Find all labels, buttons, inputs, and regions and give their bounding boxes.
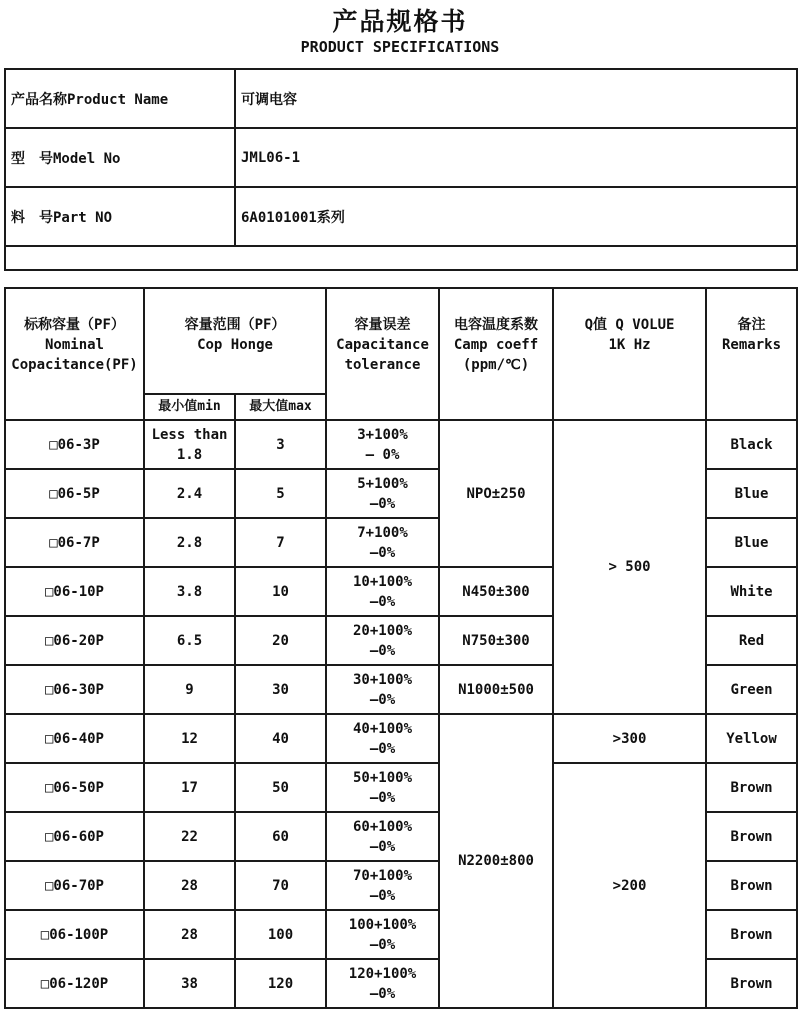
header-text: Cop Honge xyxy=(197,337,273,353)
cell-max: 30 xyxy=(235,665,326,714)
cell-tolerance xyxy=(326,861,439,910)
cell-q-value: >300 xyxy=(553,714,706,763)
cell-max: 20 xyxy=(235,616,326,665)
page-subtitle: PRODUCT SPECIFICATIONS xyxy=(300,38,500,56)
cell-max: 50 xyxy=(235,763,326,812)
spec-table xyxy=(4,287,798,1009)
cell-temp-coeff: N750±300 xyxy=(439,616,553,665)
cell-max: 7 xyxy=(235,518,326,567)
info-spacer-row xyxy=(5,246,797,270)
cell-text: 60+100% xyxy=(353,818,413,835)
cell-min: 38 xyxy=(144,959,235,1008)
header-text: Capacitance xyxy=(336,337,429,353)
cell-temp-coeff: N2200±800 xyxy=(439,714,553,1008)
header-text: tolerance xyxy=(344,357,421,373)
table-row xyxy=(5,420,797,469)
cell-text: —0% xyxy=(369,691,396,708)
cell-remark: Brown xyxy=(706,763,797,812)
info-row-product-name xyxy=(5,69,797,128)
cell-text: 1.8 xyxy=(176,446,203,463)
cell-text: — 0% xyxy=(365,446,400,463)
info-value: JML06-1 xyxy=(235,128,797,187)
info-label: 产品名称Product Name xyxy=(5,69,235,128)
cell-tolerance xyxy=(326,420,439,469)
cell-tolerance xyxy=(326,714,439,763)
cell-min: 22 xyxy=(144,812,235,861)
cell-text: —0% xyxy=(369,936,396,953)
page-title: 产品规格书 xyxy=(332,7,468,36)
cell-text: 30+100% xyxy=(353,671,413,688)
spacer-cell xyxy=(5,246,797,270)
cell-tolerance xyxy=(326,763,439,812)
cell-max: 120 xyxy=(235,959,326,1008)
cell-min: 9 xyxy=(144,665,235,714)
cell-nominal: □06-30P xyxy=(5,665,144,714)
header-text: (ppm/℃) xyxy=(462,357,530,373)
header-row xyxy=(5,288,797,394)
cell-nominal: □06-60P xyxy=(5,812,144,861)
cell-nominal: □06-50P xyxy=(5,763,144,812)
cell-nominal: □06-100P xyxy=(5,910,144,959)
cell-tolerance xyxy=(326,910,439,959)
cell-nominal: □06-70P xyxy=(5,861,144,910)
info-row-part-no xyxy=(5,187,797,246)
cell-text: Less than xyxy=(151,426,228,443)
header-tolerance xyxy=(326,288,439,420)
cell-text: —0% xyxy=(369,838,396,855)
cell-min: 2.4 xyxy=(144,469,235,518)
cell-text: —0% xyxy=(369,642,396,659)
header-q-value xyxy=(553,288,706,420)
info-label: 型 号Model No xyxy=(5,128,235,187)
cell-nominal: □06-20P xyxy=(5,616,144,665)
cell-min: 28 xyxy=(144,861,235,910)
header-text: Copacitance(PF) xyxy=(11,357,138,373)
cell-nominal: □06-10P xyxy=(5,567,144,616)
cell-remark: Brown xyxy=(706,910,797,959)
header-text: 容量误差 xyxy=(354,317,411,333)
header-nominal xyxy=(5,288,144,420)
header-range-max: 最大值max xyxy=(235,394,326,420)
header-text: 电容温度系数 xyxy=(454,317,539,333)
cell-max: 10 xyxy=(235,567,326,616)
cell-remark: Green xyxy=(706,665,797,714)
cell-remark: Blue xyxy=(706,469,797,518)
cell-remark: Black xyxy=(706,420,797,469)
cell-text: 7+100% xyxy=(357,524,408,541)
cell-nominal: □06-120P xyxy=(5,959,144,1008)
header-temp-coeff xyxy=(439,288,553,420)
info-label: 料 号Part NO xyxy=(5,187,235,246)
header-text: 备注 xyxy=(737,317,766,333)
cell-min: 17 xyxy=(144,763,235,812)
cell-remark: Red xyxy=(706,616,797,665)
cell-max: 5 xyxy=(235,469,326,518)
cell-remark: Blue xyxy=(706,518,797,567)
cell-text: 40+100% xyxy=(353,720,413,737)
cell-min: 3.8 xyxy=(144,567,235,616)
cell-text: 20+100% xyxy=(353,622,413,639)
cell-text: —0% xyxy=(369,985,396,1002)
cell-text: —0% xyxy=(369,789,396,806)
cell-tolerance xyxy=(326,616,439,665)
cell-max: 100 xyxy=(235,910,326,959)
cell-remark: Brown xyxy=(706,812,797,861)
header-remarks xyxy=(706,288,797,420)
header-range xyxy=(144,288,326,394)
info-value: 6A0101001系列 xyxy=(235,187,797,246)
cell-temp-coeff: N1000±500 xyxy=(439,665,553,714)
header-text: Camp coeff xyxy=(453,337,539,353)
cell-nominal: □06-5P xyxy=(5,469,144,518)
cell-text: —0% xyxy=(369,887,396,904)
cell-text: 10+100% xyxy=(353,573,413,590)
cell-min xyxy=(144,420,235,469)
cell-temp-coeff: N450±300 xyxy=(439,567,553,616)
cell-text: 50+100% xyxy=(353,769,413,786)
cell-nominal: □06-3P xyxy=(5,420,144,469)
cell-text: 3+100% xyxy=(357,426,408,443)
cell-tolerance xyxy=(326,567,439,616)
header-range-min: 最小值min xyxy=(144,394,235,420)
cell-tolerance xyxy=(326,518,439,567)
cell-remark: Yellow xyxy=(706,714,797,763)
header-text: Q值 Q VOLUE xyxy=(584,317,675,333)
info-value: 可调电容 xyxy=(235,69,797,128)
cell-temp-coeff: NPO±250 xyxy=(439,420,553,567)
header-text: 容量范围（PF） xyxy=(184,317,286,333)
cell-text: 5+100% xyxy=(357,475,408,492)
header-text: 1K Hz xyxy=(608,337,651,353)
header-text: Remarks xyxy=(722,337,782,353)
cell-min: 28 xyxy=(144,910,235,959)
cell-text: 70+100% xyxy=(353,867,413,884)
cell-max: 3 xyxy=(235,420,326,469)
cell-max: 60 xyxy=(235,812,326,861)
cell-text: —0% xyxy=(369,495,396,512)
cell-tolerance xyxy=(326,665,439,714)
header-text: Nominal xyxy=(44,337,104,353)
cell-min: 6.5 xyxy=(144,616,235,665)
cell-nominal: □06-40P xyxy=(5,714,144,763)
table-row xyxy=(5,714,797,763)
product-info-table xyxy=(4,68,798,271)
cell-max: 40 xyxy=(235,714,326,763)
header-text: 标称容量（PF） xyxy=(24,317,125,333)
cell-text: —0% xyxy=(369,544,396,561)
cell-q-value: >200 xyxy=(553,763,706,1008)
cell-tolerance xyxy=(326,812,439,861)
cell-remark: Brown xyxy=(706,959,797,1008)
cell-nominal: □06-7P xyxy=(5,518,144,567)
cell-max: 70 xyxy=(235,861,326,910)
cell-min: 12 xyxy=(144,714,235,763)
cell-remark: White xyxy=(706,567,797,616)
info-row-model-no xyxy=(5,128,797,187)
cell-text: 100+100% xyxy=(348,916,417,933)
cell-text: —0% xyxy=(369,593,396,610)
cell-text: —0% xyxy=(369,740,396,757)
cell-tolerance xyxy=(326,959,439,1008)
cell-q-value: > 500 xyxy=(553,420,706,714)
table-row xyxy=(5,763,797,812)
cell-tolerance xyxy=(326,469,439,518)
cell-remark: Brown xyxy=(706,861,797,910)
cell-min: 2.8 xyxy=(144,518,235,567)
cell-text: 120+100% xyxy=(348,965,417,982)
